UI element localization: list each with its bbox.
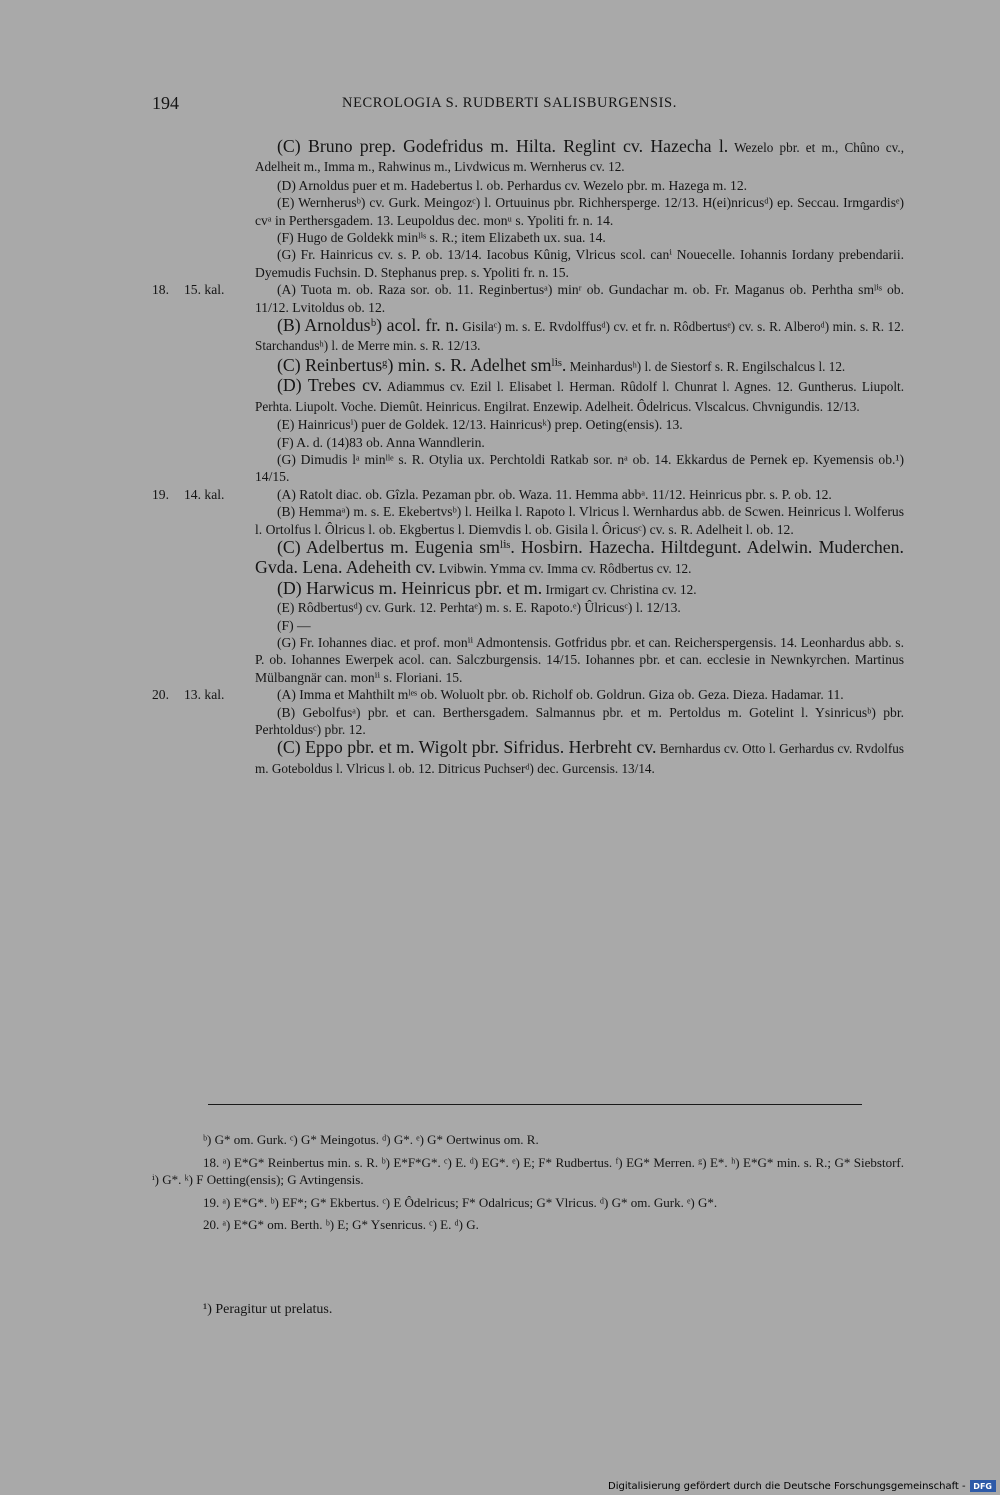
day-date bbox=[152, 281, 224, 298]
necrology-day-entry bbox=[152, 281, 904, 485]
necrology-paragraph bbox=[255, 416, 904, 433]
necrology-paragraph bbox=[255, 177, 904, 194]
paragraph-text: (F) A. d. (14)83 ob. Anna Wanndlerin. bbox=[277, 434, 485, 450]
necrology-paragraph bbox=[255, 229, 904, 246]
paragraph-text: (G) Fr. Hainricus cv. s. P. ob. 13/14. Iacobus Kûnig, Vlricus scol. canⁱ Nouecelle. Iohannis Iordany prebendarii. Dyemudis Fuchsin. D. Stephanus prep. s. Ypoliti fr. n. 15. bbox=[255, 247, 904, 280]
apparatus-note: 20. ᵃ) E*G* om. Berth. ᵇ) E; G* Ysenricus. ᶜ) E. ᵈ) G. bbox=[203, 1217, 479, 1233]
necrology-paragraph bbox=[255, 617, 904, 634]
necrology-paragraph bbox=[255, 376, 904, 416]
page-header bbox=[152, 93, 904, 117]
kalends-date: 15. kal. bbox=[184, 282, 225, 298]
paragraph-text: (F) Hugo de Goldekk minˡⁱˢ s. R.; item Elizabeth ux. sua. 14. bbox=[277, 230, 606, 246]
necrology-paragraph bbox=[255, 137, 904, 177]
necrology-paragraph bbox=[255, 704, 904, 739]
paragraph-lead: (C) Adelbertus m. Eugenia smˡⁱˢ. Hosbirn. Hazecha. Hiltdegunt. Adelwin. Muderchen. Gvda. Lena. Adeheith cv. bbox=[255, 536, 904, 578]
necrology-body bbox=[152, 137, 904, 778]
necrology-paragraph bbox=[255, 686, 904, 703]
paragraph-text: (B) Gebolfusᵃ) pbr. et can. Berthersgadem. Salmannus pbr. et m. Pertoldus m. Gotelint l. Ysinricusᵇ) pbr. Perhtoldusᶜ) pbr. 12. bbox=[255, 704, 904, 737]
day-number: 20. bbox=[152, 687, 169, 703]
paragraph-lead: (B) Arnoldusᵇ) acol. fr. n. bbox=[277, 315, 459, 336]
footnote-divider bbox=[208, 1104, 862, 1105]
necrology-paragraph bbox=[255, 451, 904, 486]
kalends-date: 14. kal. bbox=[184, 486, 225, 502]
necrology-paragraph bbox=[255, 503, 904, 538]
day-number: 18. bbox=[152, 282, 169, 298]
paragraph-text: Wezelo pbr. et m., Chûno cv., Adelheit m., Imma m., Rahwinus m., Livdwicus m. Wernherus cv. 12. bbox=[255, 140, 904, 175]
necrology-day-entry bbox=[152, 486, 904, 686]
funding-text: Digitalisierung gefördert durch die Deutsche Forschungsgemeinschaft - bbox=[608, 1480, 966, 1492]
apparatus-note: 19. ᵃ) E*G*. ᵇ) EF*; G* Ekbertus. ᶜ) E Ôdelricus; F* Odalricus; G* Vlricus. ᵈ) G* om. Gurk. ᵉ) G*. bbox=[203, 1194, 718, 1210]
paragraph-text: (E) Wernherusᵇ) cv. Gurk. Meingozᶜ) l. Ortuuinus pbr. Richhersperge. 12/13. H(ei)nricusᵈ) ep. Seccau. Irmgardisᵉ) cvᵃ in Perthersgadem. 13. Leupoldus dec. monᵘ s. Ypoliti fr. n. 14. bbox=[255, 195, 904, 228]
necrology-paragraph bbox=[255, 246, 904, 281]
dfg-logo-icon: DFG bbox=[970, 1480, 996, 1492]
paragraph-text: (G) Fr. Iohannes diac. et prof. monⁱⁱ Admontensis. Gotfridus pbr. et can. Reicherspergensis. 14. Leonhardus abb. s. P. ob. Iohannes Ewerpek acol. can. Salczburgensis. 14/15. Iohannes pbr. et can. ecclesie in Newnkyrchen. Martinus Mülbangnär can. monⁱⁱ s. Floriani. 15. bbox=[255, 634, 904, 685]
paragraph-lead: (D) Trebes cv. bbox=[277, 375, 383, 396]
paragraph-text: Bernhardus cv. Otto l. Gerhardus cv. Rvdolfus m. Goteboldus l. Vlricus l. ob. 12. Ditricus Puchserᵈ) dec. Gurcensis. 13/14. bbox=[255, 741, 904, 776]
necrology-paragraph bbox=[255, 356, 904, 376]
apparatus-note: ᵇ) G* om. Gurk. ᶜ) G* Meingotus. ᵈ) G*. ᵉ) G* Oertwinus om. R. bbox=[203, 1132, 539, 1147]
necrology-paragraph bbox=[255, 579, 904, 599]
necrology-paragraph bbox=[255, 634, 904, 686]
day-number: 19. bbox=[152, 486, 169, 502]
paragraph-text: (A) Tuota m. ob. Raza sor. ob. 11. Reginbertusᵃ) minʳ ob. Gundachar m. ob. Fr. Maganus ob. Perhtha smˡⁱˢ ob. 11/12. Lvitoldus ob. 12. bbox=[255, 282, 904, 315]
page-number: 194 bbox=[152, 93, 179, 113]
day-date bbox=[152, 686, 224, 703]
paragraph-text: Adiammus cv. Ezil l. Elisabet l. Herman. Rûdolf l. Chunrat l. Agnes. 12. Guntherus. Liupolt. Perhta. Liupolt. Voche. Diemût. Heinricus. Engilrat. Enzewip. Adelheit. Ôdelricus. Vlscalcus. Chvnigundis. 12/13. bbox=[255, 379, 905, 414]
paragraph-lead: (C) Bruno prep. Godefridus m. Hilta. Reglint cv. Hazecha l. bbox=[277, 136, 729, 156]
apparatus-note: 18. ᵃ) E*G* Reinbertus min. s. R. ᵇ) E*F*G*. ᶜ) E. ᵈ) EG*. ᵉ) E; F* Rudbertus. ᶠ) EG* Merren. ᵍ) E*. ʰ) E*G* min. s. R.; G* Siebstorf. ⁱ) G*. ᵏ) F Oetting(ensis); G Avtingensis. bbox=[152, 1154, 904, 1188]
necrology-paragraph bbox=[255, 599, 904, 616]
paragraph-text: (A) Imma et Mahthilt mˡᵉˢ ob. Woluolt pbr. ob. Richolf ob. Goldrun. Giza ob. Geza. Dieza. Hadamar. 11. bbox=[277, 687, 844, 703]
paragraph-lead: (D) Harwicus m. Heinricus pbr. et m. bbox=[277, 577, 543, 598]
paragraph-lead: (C) Reinbertusᵍ) min. s. R. Adelhet smˡⁱˢ. bbox=[277, 354, 567, 375]
paragraph-text: Meinhardusʰ) l. de Siestorf s. R. Engilschalcus l. 12. bbox=[566, 358, 846, 374]
necrology-day-entry bbox=[152, 686, 904, 778]
paragraph-text: Irmigart cv. Christina cv. 12. bbox=[542, 581, 697, 597]
paragraph-text: (E) Rôdbertusᵈ) cv. Gurk. 12. Perhtaᵉ) m. s. E. Rapoto.ᵉ) Ûlricusᶜ) l. 12/13. bbox=[277, 600, 681, 616]
running-title: NECROLOGIA S. RUDBERTI SALISBURGENSIS. bbox=[342, 95, 677, 111]
day-date bbox=[152, 486, 224, 503]
necrology-paragraph bbox=[255, 486, 904, 503]
necrology-paragraph bbox=[255, 194, 904, 229]
paragraph-text: (D) Arnoldus puer et m. Hadebertus l. ob. Perhardus cv. Wezelo pbr. m. Hazega m. 12. bbox=[277, 177, 748, 193]
paragraph-text: (B) Hemmaᵃ) m. s. E. Ekebertvsᵇ) l. Heilka l. Rapoto l. Vlricus l. Wernhardus abb. de Scwen. Heinricus l. Wolferus l. Ortolfus l. Ôlricus l. ob. Ekgbertus l. Diemvdis l. ob. Gisila l. Ôricusᶜ) cv. s. R. Adelheit l. ob. 12. bbox=[255, 504, 904, 537]
paragraph-text: Gisilaᶜ) m. s. E. Rvdolffusᵈ) cv. et fr. n. Rôdbertusᵉ) cv. s. R. Alberoᵈ) min. s. R. 12. Starchandusʰ) l. de Merre min. s. R. 12/13. bbox=[255, 319, 904, 354]
paragraph-text: Lvibwin. Ymma cv. Imma cv. Rôdbertus cv. 12. bbox=[435, 561, 692, 577]
necrology-paragraph bbox=[255, 538, 904, 579]
paragraph-lead: (C) Eppo pbr. et m. Wigolt pbr. Sifridus. Herbreht cv. bbox=[277, 737, 657, 758]
footnote: ¹) Peragitur ut prelatus. bbox=[203, 1302, 333, 1317]
paragraph-text: (E) Hainricusⁱ) puer de Goldek. 12/13. Hainricusᵏ) prep. Oeting(ensis). 13. bbox=[277, 417, 683, 433]
necrology-paragraph bbox=[255, 316, 904, 356]
critical-apparatus bbox=[152, 1131, 904, 1239]
paragraph-text: (G) Dimudis lᵃ minˡˡᵉ s. R. Otylia ux. Perchtoldi Ratkab sor. nᵃ ob. 14. Ekkardus de Pernek ep. Kyemensis ob.¹) 14/15. bbox=[255, 451, 904, 485]
paragraph-text: (F) — bbox=[277, 617, 311, 633]
kalends-date: 13. kal. bbox=[184, 687, 225, 703]
funding-bar bbox=[608, 1479, 996, 1493]
necrology-day-entry bbox=[152, 137, 904, 281]
necrology-paragraph bbox=[255, 434, 904, 451]
necrology-paragraph bbox=[255, 281, 904, 316]
necrology-paragraph bbox=[255, 738, 904, 778]
paragraph-text: (A) Ratolt diac. ob. Gîzla. Pezaman pbr. ob. Waza. 11. Hemma abbᵃ. 11/12. Heinricus pbr. s. P. ob. 12. bbox=[277, 486, 832, 502]
